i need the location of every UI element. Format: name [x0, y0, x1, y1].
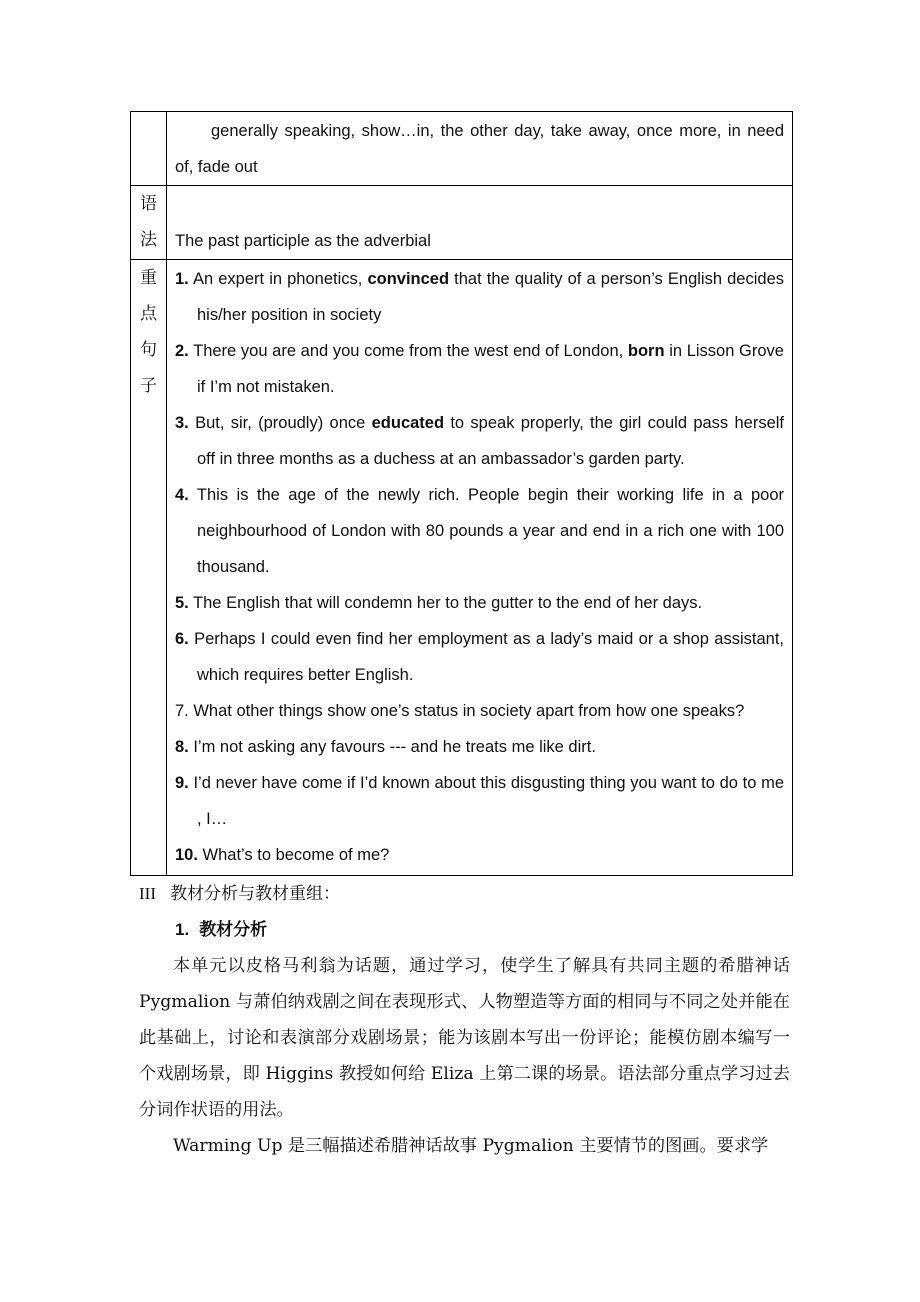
subsection-heading [175, 912, 790, 948]
key-sentence-number: 2. [175, 342, 189, 360]
key-sentence-item [175, 693, 784, 729]
key-sentence-text: There you are and you come from the west end of London, [188, 342, 628, 360]
vocabulary-label-cell [131, 112, 167, 186]
vocabulary-content-cell [167, 112, 793, 186]
section-heading [139, 876, 790, 912]
analysis-section [139, 876, 790, 1164]
grammar-row [131, 186, 793, 260]
key-sentence-text: Perhaps I could even find her employment as a lady’s maid or a shop assistant, which requires better English. [188, 630, 784, 684]
key-sentences-list [167, 260, 792, 873]
key-sentences-row [131, 260, 793, 876]
key-sentence-item [175, 729, 784, 765]
subsection-title: 教材分析 [199, 920, 268, 940]
key-sentences-label-char: 重 [140, 268, 157, 288]
section-roman-numeral: III [139, 884, 156, 903]
grammar-content-cell [167, 186, 793, 260]
lesson-plan-table [130, 111, 793, 876]
key-sentences-label-char: 句 [140, 340, 157, 360]
key-sentence-item [175, 621, 784, 693]
key-sentence-item [175, 765, 784, 837]
key-sentence-number: 4. [175, 486, 189, 504]
analysis-paragraph: 本单元以皮格马利翁为话题，通过学习，使学生了解具有共同主题的希腊神话 Pygmalion 与萧伯纳戏剧之间在表现形式、人物塑造等方面的相同与不同之处并能在此基础上，讨论和表演部分戏剧场景；能为该剧本写出一份评论；能模仿剧本编写一个戏剧场景，即 Higgins 教授如何给 Eliza 上第二课的场景。语法部分重点学习过去分词作状语的用法。 [139, 956, 790, 1120]
key-sentence-number: 7. [175, 702, 189, 720]
key-sentence-number: 9. [175, 774, 189, 792]
key-sentence-text: I’d never have come if I’d known about this disgusting thing you want to do to me , I… [188, 774, 784, 828]
key-sentences-label-char: 子 [140, 376, 157, 396]
key-sentence-text: This is the age of the newly rich. People begin their working life in a poor neighbourhood of London with 80 pounds a year and end in a rich one with 100 thousand. [188, 486, 784, 576]
key-sentence-text: But, sir, (proudly) once [188, 414, 372, 432]
key-sentence-text: The English that will condemn her to the gutter to the end of her days. [188, 594, 703, 612]
key-sentence-item [175, 333, 784, 405]
key-sentence-text: What other things show one’s status in society apart from how one speaks? [188, 702, 745, 720]
key-sentence-highlight-word: educated [371, 414, 445, 432]
key-sentence-text-rest: that the quality of a person’s English decides his/her position in society [197, 270, 784, 324]
key-sentence-text-rest: to speak properly, the girl could pass herself off in three months as a duchess at an ambassador’s garden party. [197, 414, 784, 468]
key-sentences-label-char: 点 [140, 304, 157, 324]
key-sentence-highlight-word: convinced [367, 270, 450, 288]
key-sentence-item [175, 477, 784, 585]
key-sentence-item [175, 261, 784, 333]
key-sentence-item [175, 837, 784, 873]
key-sentence-highlight-word: born [627, 342, 665, 360]
key-sentence-number: 8. [175, 738, 189, 756]
grammar-label-char: 语 [140, 194, 157, 214]
grammar-label-char: 法 [140, 230, 157, 250]
key-sentence-text: I’m not asking any favours --- and he treats me like dirt. [188, 738, 596, 756]
grammar-label-cell [131, 186, 167, 260]
phrases-text: generally speaking, show…in, the other day, take away, once more, in need of, fade out [175, 122, 784, 176]
key-sentence-text: An expert in phonetics, [188, 270, 368, 288]
key-sentence-item [175, 405, 784, 477]
subsection-number: 1. [175, 920, 190, 939]
key-sentence-text: What’s to become of me? [197, 846, 390, 864]
warming-up-paragraph: Warming Up 是三幅描述希腊神话故事 Pygmalion 主要情节的图画。要求学 [173, 1136, 769, 1156]
key-sentence-number: 5. [175, 594, 189, 612]
key-sentence-number: 1. [175, 270, 189, 288]
key-sentence-text-rest: in Lisson Grove if I’m not mistaken. [197, 342, 784, 396]
vocabulary-row [131, 112, 793, 186]
key-sentence-number: 10. [175, 846, 198, 864]
key-sentences-content-cell [167, 260, 793, 876]
grammar-text: The past participle as the adverbial [175, 232, 431, 250]
section-title: 教材分析与教材重组： [169, 884, 340, 904]
key-sentence-item [175, 585, 784, 621]
key-sentences-label-cell [131, 260, 167, 876]
key-sentence-number: 6. [175, 630, 189, 648]
key-sentence-number: 3. [175, 414, 189, 432]
